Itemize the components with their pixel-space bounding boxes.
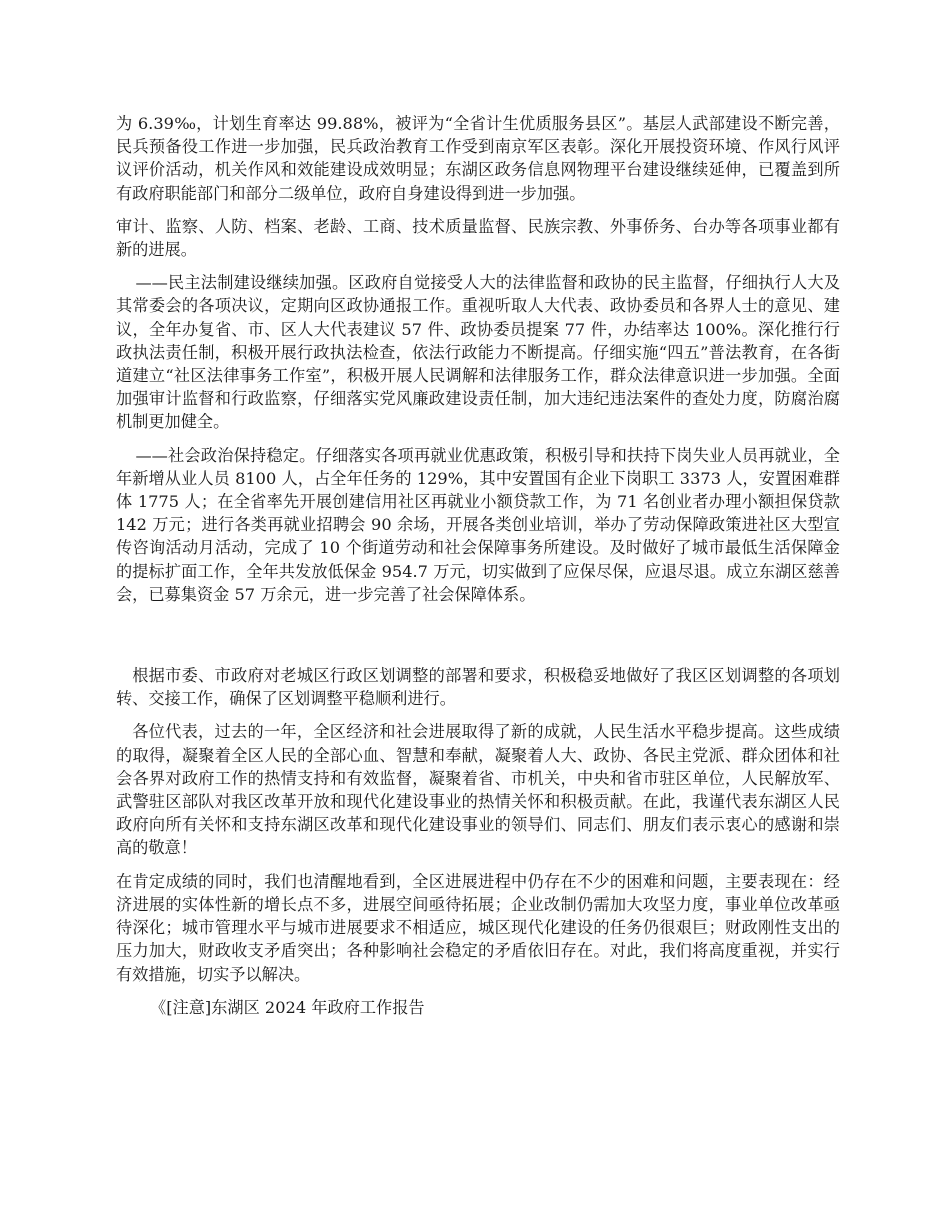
section-gap <box>116 616 840 664</box>
paragraph-acknowledgement: 各位代表，过去的一年，全区经济和社会进展取得了新的成就，人民生活水平稳步提高。这些成绩的取得，凝聚着全区人民的全部心血、智慧和奉献，凝聚着人大、政协、各民主党派、群众团体和社会各界对政府工作的热情支持和有效监督，凝聚着省、市机关，中央和省市驻区单位，人民解放军、武警驻区部队对我区改革开放和现代化建设事业的热情关怀和积极贡献。在此，我谨代表东湖区人民政府向所有关怀和支持东湖区改革和现代化建设事业的领导们、同志们、朋友们表示衷心的感谢和崇高的敬意！ <box>116 722 840 858</box>
document-title-footer: 《[注意]东湖区 2024 年政府工作报告 <box>150 997 425 1017</box>
paragraph-democracy-and-law: ——民主法制建设继续加强。区政府自觉接受人大的法律监督和政协的民主监督，仔细执行人大及其常委会的各项决议，定期向区政协通报工作。重视听取人大代表、政协委员和各界人士的意见、建议，全年办复省、市、区人大代表建议 57 件、政协委员提案 77 件，办结率达 100%。深化推行行政执法责任制，积极开展行政执法检查，依法行政能力不断提高。仔细实施“四五”普法教育，在各街道建立“社区法律事务工作室”，积极开展人民调解和法律服务工作，群众法律意识进一步加强。全面加强审计监督和行政监察，仔细落实党风廉政建设责任制，加大违纪违法案件的查处力度，防腐治腐机制更加健全。 <box>116 273 840 432</box>
document-body <box>116 112 840 1019</box>
paragraph-other-undertakings: 审计、监察、人防、档案、老龄、工商、技术质量监督、民族宗教、外事侨务、台办等各项事业都有新的进展。 <box>116 216 840 260</box>
paragraph-district-adjustment: 根据市委、市政府对老城区行政区划调整的部署和要求，积极稳妥地做好了我区区划调整的各项划转、交接工作，确保了区划调整平稳顺利进行。 <box>116 666 840 709</box>
paragraph-population-and-governance: 为 6.39‰，计划生育率达 99.88%，被评为“全省计生优质服务县区”。基层人武部建设不断完善，民兵预备役工作进一步加强，民兵政治教育工作受到南京军区表彰。深化开展投资环境、作风行风评议评价活动，机关作风和效能建设成效明显；东湖区政务信息网物理平台建设继续延伸，已覆盖到所有政府职能部门和部分二级单位，政府自身建设得到进一步加强。 <box>116 114 840 203</box>
paragraph-problems: 在肯定成绩的同时，我们也清醒地看到，全区进展进程中仍存在不少的困难和问题，主要表现在：经济进展的实体性新的增长点不多，进展空间亟待拓展；企业改制仍需加大攻坚力度，事业单位改革亟待深化；城市管理水平与城市进展要求不相适应，城区现代化建设的任务仍很艰巨；财政刚性支出的压力加大，财政收支矛盾突出；各种影响社会稳定的矛盾依旧存在。对此，我们将高度重视，并实行有效措施，切实予以解决。 <box>116 871 840 984</box>
paragraph-social-stability: ——社会政治保持稳定。仔细落实各项再就业优惠政策，积极引导和扶持下岗失业人员再就业，全年新增从业人员 8100 人，占全年任务的 129%，其中安置国有企业下岗职工 3373 人，安置困难群体 1775 人；在全省率先开展创建信用社区再就业小额贷款工作，为 71 名创业者办理小额担保贷款 142 万元；进行各类再就业招聘会 90 余场，开展各类创业培训，举办了劳动保障政策进社区大型宣传咨询活动月活动，完成了 10 个街道劳动和社会保障事务所建设。及时做好了城市最低生活保障金的提标扩面工作，全年共发放低保金 954.7 万元，切实做到了应保尽保，应退尽退。成立东湖区慈善会，已募集资金 57 万余元，进一步完善了社会保障体系。 <box>116 445 840 604</box>
